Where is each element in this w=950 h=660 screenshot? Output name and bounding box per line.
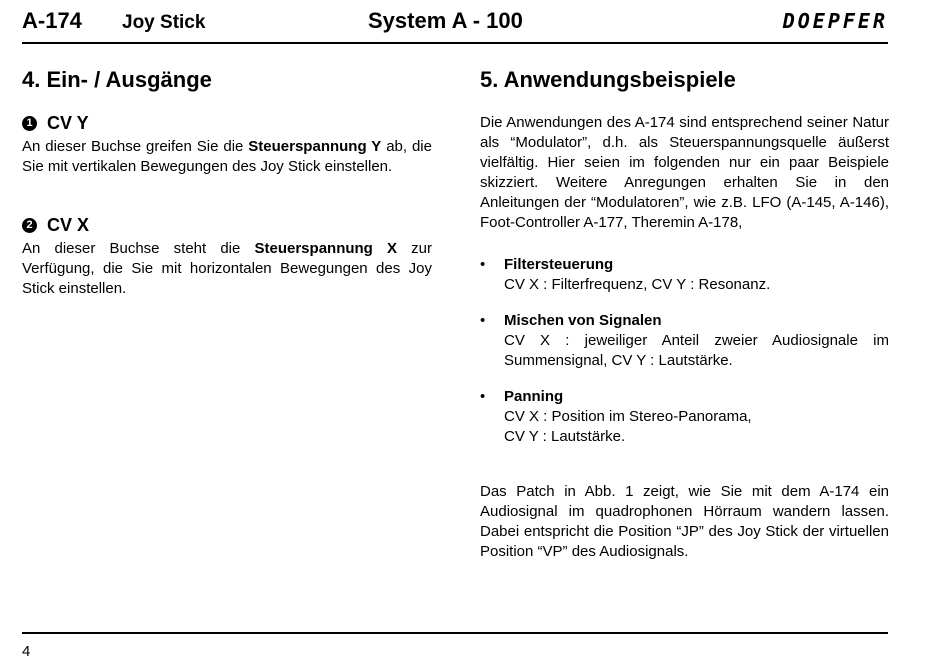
page-number: 4 xyxy=(22,643,31,660)
bullet-icon: • xyxy=(480,388,486,405)
cv-y-title: CV Y xyxy=(47,113,89,133)
bullet-icon: • xyxy=(480,312,486,329)
list-item-title: Mischen von Signalen xyxy=(504,312,662,329)
list-item-text-2: CV Y : Lautstärke. xyxy=(504,428,626,445)
cv-y-heading xyxy=(22,111,432,135)
cv-x-heading xyxy=(22,213,432,237)
model-number: A-174 xyxy=(22,8,82,33)
cv-x-description xyxy=(22,239,432,299)
cv-x-title: CV X xyxy=(47,215,90,235)
cv-x-text-before: An dieser Buchse steht die xyxy=(22,240,255,257)
section-title-inputs-outputs: 4. Ein- / Ausgänge xyxy=(22,67,212,92)
cv-x-text-after: zur Verfügung, die Sie mit horizontalen Bewegungen des Joy Stick einstellen. xyxy=(22,240,432,297)
left-column xyxy=(22,66,432,299)
examples-intro: Die Anwendungen des A-174 sind entsprechend seiner Natur als “Modulator”, d.h. als Steuerspannungsquelle äußerst vielfältig. Hier seien im folgenden nur ein paar Beispiele skizziert. Weitere Anregungen erhalten Sie in den Anleitungen der “Modulatoren”, wie z.B. LFO (A-145, A-146), Foot-Controller A-177, Theremin A-178, xyxy=(480,114,889,231)
cv-x-text-bold: Steuerspannung X xyxy=(254,240,397,257)
list-item-title: Panning xyxy=(504,388,564,405)
brand-logo: DOEPFER xyxy=(782,9,888,33)
cv-y-text-bold: Steuerspannung Y xyxy=(248,138,382,155)
cv-y-text-after: ab, die Sie mit vertikalen Bewegungen des Joy Stick einstellen. xyxy=(22,138,432,175)
cv-y-text-before: An dieser Buchse greifen Sie die xyxy=(22,138,249,155)
list-item xyxy=(480,311,889,371)
number-two-icon: 2 xyxy=(22,218,37,233)
number-one-icon: 1 xyxy=(22,116,37,131)
page-header xyxy=(22,6,888,40)
cv-y-description xyxy=(22,137,432,177)
list-item-text: CV X : jeweiliger Anteil zweier Audiosignale im Summensignal, CV Y : Lautstärke. xyxy=(504,332,889,369)
list-item-title: Filtersteuerung xyxy=(504,256,614,273)
system-title: System A - 100 xyxy=(368,8,523,33)
list-item xyxy=(480,255,889,295)
examples-outro: Das Patch in Abb. 1 zeigt, wie Sie mit dem A-174 ein Audiosignal im quadrophonen Hörraum wandern lassen. Dabei entspricht die Position “JP” des Joy Stick der virtuellen Position “VP” des Audiosignals. xyxy=(480,483,889,560)
right-column xyxy=(480,66,889,562)
header-divider xyxy=(22,42,888,44)
module-name: Joy Stick xyxy=(122,12,206,33)
section-title-examples: 5. Anwendungsbeispiele xyxy=(480,67,736,92)
footer-divider xyxy=(22,632,888,634)
list-item xyxy=(480,387,889,447)
bullet-icon: • xyxy=(480,256,486,273)
list-item-text: CV X : Position im Stereo-Panorama, xyxy=(504,408,752,425)
list-item-text: CV X : Filterfrequenz, CV Y : Resonanz. xyxy=(504,276,771,293)
